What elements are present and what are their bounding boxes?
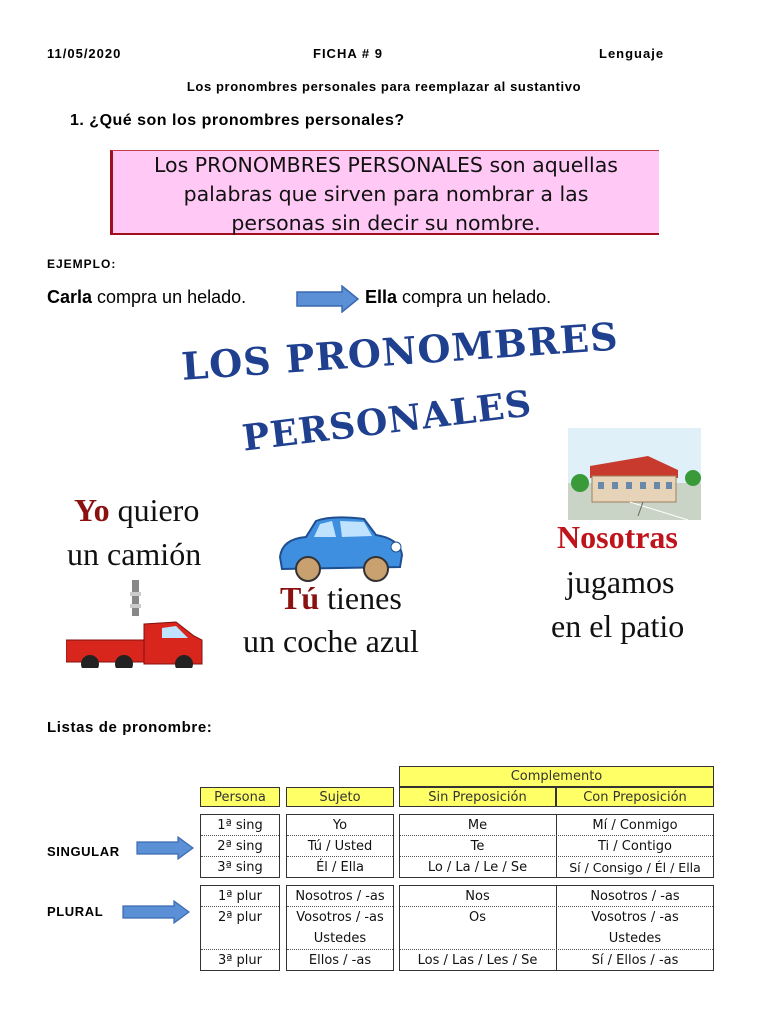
plur-row2-sujeto: Vosotros / -as xyxy=(296,910,384,925)
sing-row1-con-prep: Mí / Conmigo xyxy=(592,818,678,833)
tu-line-1 xyxy=(280,580,402,617)
singular-label: SINGULAR xyxy=(47,844,120,859)
definition-line-3: personas sin decir su nombre. xyxy=(231,211,541,235)
sing-row1-sin-prep: Me xyxy=(467,818,488,833)
subtitle: Los pronombres personales para reemplazar al sustantivo xyxy=(186,79,582,94)
plur-row1-con-prep: Nosotros / -as xyxy=(590,889,680,904)
plur-row1-sujeto: Nosotros / -as xyxy=(295,889,385,904)
plur-row1-sin-prep: Nos xyxy=(465,889,490,904)
sing-row2-sujeto: Tú / Usted xyxy=(307,839,373,854)
sing-row2-sin-prep: Te xyxy=(470,839,485,854)
plural-label: PLURAL xyxy=(47,904,104,919)
tu-word: Tú xyxy=(280,580,320,616)
header-sujeto: Sujeto xyxy=(286,787,394,807)
sing-row3-sujeto: Él / Ella xyxy=(316,860,364,875)
yo-line-1 xyxy=(74,492,199,529)
header-sin-preposicion: Sin Preposición xyxy=(399,787,556,807)
poster-title-line-1: LOS PRONOMBRES xyxy=(180,313,620,389)
sing-row3-con-prep: Sí / Consigo / Él / Ella xyxy=(569,860,701,875)
example-left xyxy=(47,287,246,308)
question-1: 1. ¿Qué son los pronombres personales? xyxy=(70,112,405,129)
yo-rest: quiero xyxy=(109,492,200,528)
date: 11/05/2020 xyxy=(47,46,122,61)
singular-arrow-icon xyxy=(136,836,194,860)
plur-row3-sin-prep: Los / Las / Les / Se xyxy=(417,953,538,968)
red-truck-image xyxy=(66,578,206,668)
yo-line-2: un camión xyxy=(67,536,202,572)
poster-title-line-2: PERSONALES xyxy=(240,382,535,460)
yo-word: Yo xyxy=(74,492,110,528)
example-label: EJEMPLO: xyxy=(47,257,117,271)
plur-row3-con-prep: Sí / Ellos / -as xyxy=(591,953,679,968)
definition-line-1: Los PRONOMBRES PERSONALES son aquellas xyxy=(153,153,618,177)
header-con-preposicion: Con Preposición xyxy=(556,787,714,807)
nosotras-word: Nosotras xyxy=(557,519,678,555)
sing-row3-persona: 3ª sing xyxy=(217,860,263,875)
example-left-name: Carla xyxy=(47,287,93,307)
plur-row2b-sujeto: Ustedes xyxy=(313,931,367,946)
subject: Lenguaje xyxy=(599,46,665,61)
plural-arrow-icon xyxy=(122,900,190,924)
example-right-rest: compra un helado. xyxy=(397,287,552,307)
example-left-rest: compra un helado. xyxy=(92,287,247,307)
complemento-header: Complemento xyxy=(399,766,714,787)
plur-row3-sujeto: Ellos / -as xyxy=(308,953,372,968)
lists-title: Listas de pronombre: xyxy=(47,719,213,736)
plur-row1-persona: 1ª plur xyxy=(218,889,262,904)
sing-row1-sujeto: Yo xyxy=(332,818,348,833)
header-persona: Persona xyxy=(200,787,280,807)
blue-car-image xyxy=(272,515,407,587)
example-arrow-icon xyxy=(296,285,360,313)
plur-row2b-con-prep: Ustedes xyxy=(608,931,662,946)
example-right xyxy=(365,287,551,308)
sing-row2-con-prep: Ti / Contigo xyxy=(598,839,672,854)
school-image xyxy=(568,428,701,520)
tu-rest: tienes xyxy=(319,580,402,616)
definition-box xyxy=(110,150,659,235)
definition-line-2: palabras que sirven para nombrar a las xyxy=(183,182,589,206)
nosotras-line-2: jugamos xyxy=(566,564,675,600)
plur-row2-persona: 2ª plur xyxy=(218,910,262,925)
plur-row3-persona: 3ª plur xyxy=(218,953,262,968)
sing-row3-sin-prep: Lo / La / Le / Se xyxy=(427,860,528,875)
example-right-name: Ella xyxy=(365,287,398,307)
nosotras-line-3: en el patio xyxy=(551,608,685,644)
plur-row2-con-prep: Vosotros / -as xyxy=(591,910,679,925)
ficha-number: FICHA # 9 xyxy=(313,46,383,61)
plur-row2-sin-prep: Os xyxy=(468,910,486,925)
tu-line-2: un coche azul xyxy=(243,623,419,659)
sing-row2-persona: 2ª sing xyxy=(217,839,263,854)
sing-row1-persona: 1ª sing xyxy=(217,818,263,833)
